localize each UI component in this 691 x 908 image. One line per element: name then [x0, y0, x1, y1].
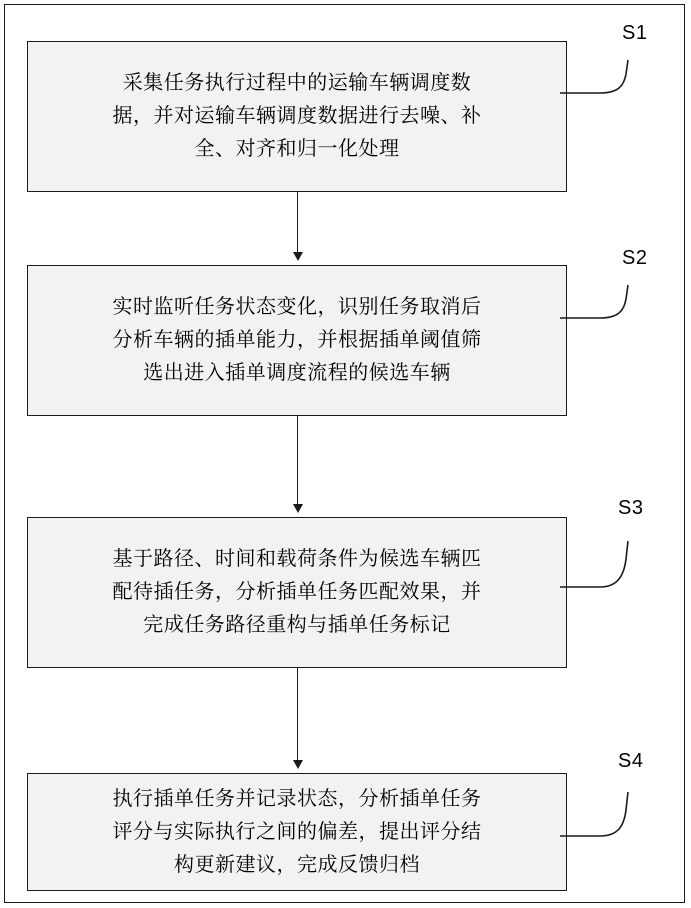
connector-arrow-2	[293, 504, 303, 513]
leader-line-s4	[560, 780, 670, 830]
flowchart-step-s3-label: S3	[618, 497, 644, 519]
flowchart-step-s2-label: S2	[622, 247, 648, 269]
flowchart-step-s4-text: 执行插单任务并记录状态，分析插单任务 评分与实际执行之间的偏差，提出评分结 构更新建议，完成反馈归档	[112, 787, 482, 876]
connector-line-1	[297, 192, 298, 252]
leader-line-s2	[560, 275, 670, 325]
flowchart-step-s1	[27, 41, 567, 192]
connector-line-3	[297, 668, 298, 760]
connector-line-2	[297, 416, 298, 504]
leader-line-s3	[560, 527, 670, 577]
connector-arrow-3	[293, 760, 303, 769]
flowchart-step-s3-text: 基于路径、时间和载荷条件为候选车辆匹 配待插任务，分析插单任务匹配效果，并 完成任务路径重构与插单任务标记	[112, 548, 482, 636]
flowchart-step-s3	[27, 517, 567, 668]
leader-line-s1	[560, 50, 670, 100]
flowchart-step-s4	[27, 773, 567, 891]
flowchart-step-s2	[27, 265, 567, 416]
connector-arrow-1	[293, 252, 303, 261]
flowchart-step-s1-label: S1	[622, 22, 648, 44]
flowchart-step-s1-text: 采集任务执行过程中的运输车辆调度数 据，并对运输车辆调度数据进行去噪、补 全、对齐和归一化处理	[112, 72, 482, 160]
flowchart-step-s4-label: S4	[618, 750, 644, 772]
flowchart-step-s2-text: 实时监听任务状态变化，识别任务取消后 分析车辆的插单能力，并根据插单阈值筛 选出进入插单调度流程的候选车辆	[112, 296, 482, 384]
